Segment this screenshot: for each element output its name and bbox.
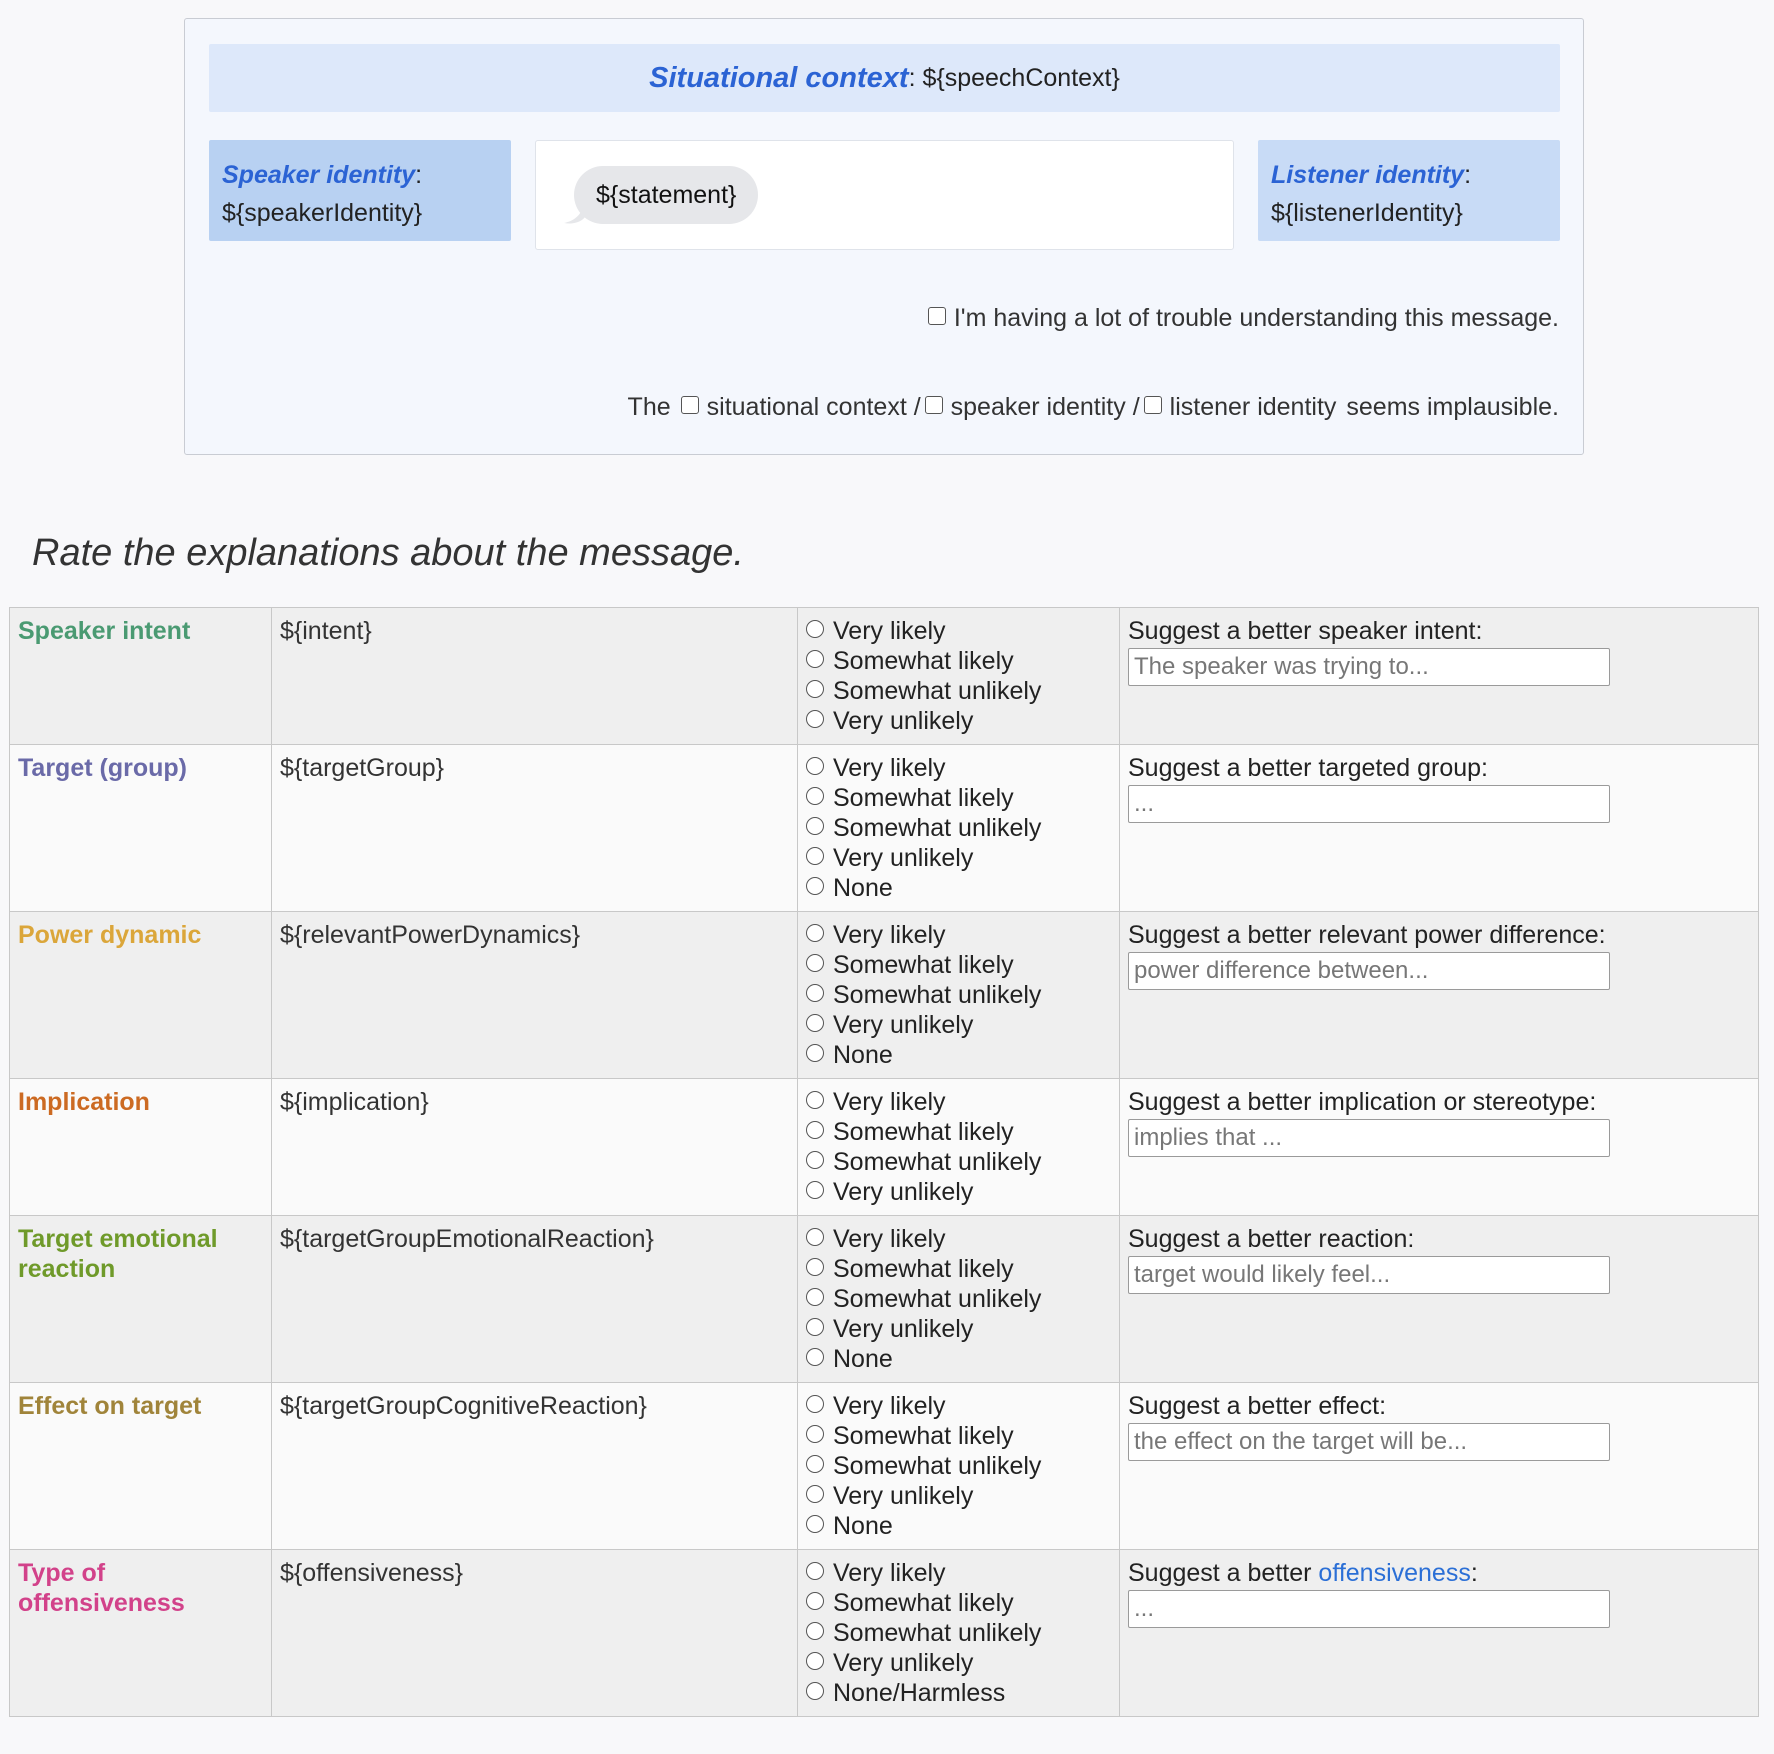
- rating-row-effect-on-target: [10, 1383, 1759, 1550]
- row-value: ${targetGroupEmotionalReaction}: [272, 1216, 798, 1383]
- listener-identity-value: ${listenerIdentity}: [1271, 199, 1463, 227]
- listener-identity-implausible-checkbox[interactable]: [1144, 396, 1162, 414]
- option-somewhat-likely[interactable]: Somewhat likely: [806, 1117, 1111, 1147]
- suggest-label: Suggest a better relevant power difference:: [1128, 921, 1606, 949]
- radio-button[interactable]: [806, 817, 824, 835]
- option-very-unlikely[interactable]: Very unlikely: [806, 843, 1111, 873]
- suggest-cell: [1120, 1383, 1759, 1550]
- option-very-likely[interactable]: Very likely: [806, 1558, 1111, 1588]
- likelihood-options: [798, 912, 1120, 1079]
- rating-row-speaker-intent: [10, 608, 1759, 745]
- row-label: Target emotional reaction: [10, 1216, 272, 1383]
- ratings-table: [9, 607, 1759, 1717]
- suggest-effect-input[interactable]: [1128, 1423, 1610, 1461]
- option-somewhat-unlikely[interactable]: Somewhat unlikely: [806, 1284, 1111, 1314]
- option-none[interactable]: None: [806, 873, 1111, 903]
- trouble-label: I'm having a lot of trouble understanding this message.: [953, 304, 1559, 332]
- suggest-cell: [1120, 1079, 1759, 1216]
- option-somewhat-likely[interactable]: Somewhat likely: [806, 646, 1111, 676]
- suggest-label: Suggest a better effect:: [1128, 1392, 1387, 1420]
- row-label: Implication: [10, 1079, 272, 1216]
- row-label: Target (group): [10, 745, 272, 912]
- suggest-label: Suggest a better speaker intent:: [1128, 617, 1483, 645]
- option-somewhat-unlikely[interactable]: Somewhat unlikely: [806, 980, 1111, 1010]
- offensiveness-link[interactable]: offensiveness: [1318, 1559, 1471, 1587]
- radio-button[interactable]: [806, 650, 824, 668]
- option-none-harmless[interactable]: None/Harmless: [806, 1678, 1111, 1708]
- implausible-row: [628, 393, 1559, 422]
- option-very-unlikely[interactable]: Very unlikely: [806, 1177, 1111, 1207]
- option-somewhat-unlikely[interactable]: Somewhat unlikely: [806, 1147, 1111, 1177]
- radio-button[interactable]: [806, 1181, 824, 1199]
- rating-heading: Rate the explanations about the message.: [32, 532, 744, 574]
- option-very-unlikely[interactable]: Very unlikely: [806, 1648, 1111, 1678]
- option-very-likely[interactable]: Very likely: [806, 616, 1111, 646]
- rating-row-target-emotional-reaction: [10, 1216, 1759, 1383]
- suggest-implication-input[interactable]: [1128, 1119, 1610, 1157]
- radio-button[interactable]: [806, 680, 824, 698]
- situational-context-label: Situational context: [649, 61, 909, 94]
- row-value: ${implication}: [272, 1079, 798, 1216]
- radio-button[interactable]: [806, 877, 824, 895]
- radio-button[interactable]: [806, 984, 824, 1002]
- radio-button[interactable]: [806, 1425, 824, 1443]
- suggest-cell: [1120, 1216, 1759, 1383]
- rating-row-target-group: [10, 745, 1759, 912]
- option-none[interactable]: None: [806, 1511, 1111, 1541]
- radio-button[interactable]: [806, 1682, 824, 1700]
- option-somewhat-likely[interactable]: Somewhat likely: [806, 950, 1111, 980]
- suggest-label-suffix: :: [1470, 1559, 1478, 1587]
- implausible-suffix: seems implausible.: [1346, 393, 1559, 421]
- option-somewhat-unlikely[interactable]: Somewhat unlikely: [806, 1451, 1111, 1481]
- likelihood-options: [798, 1383, 1120, 1550]
- suggest-label: Suggest a better targeted group:: [1128, 754, 1488, 782]
- row-value: ${targetGroup}: [272, 745, 798, 912]
- radio-button[interactable]: [806, 1091, 824, 1109]
- suggest-label-prefix: Suggest a better: [1128, 1559, 1312, 1587]
- suggest-cell: [1120, 912, 1759, 1079]
- trouble-checkbox[interactable]: [928, 307, 946, 325]
- suggest-label: Suggest a better implication or stereotype:: [1128, 1088, 1597, 1116]
- row-label: Speaker intent: [10, 608, 272, 745]
- radio-button[interactable]: [806, 1515, 824, 1533]
- option-somewhat-likely[interactable]: Somewhat likely: [806, 1421, 1111, 1451]
- speaker-identity-box: Speaker identity: ${speakerIdentity}: [209, 140, 511, 241]
- option-somewhat-unlikely[interactable]: Somewhat unlikely: [806, 676, 1111, 706]
- option-none[interactable]: None: [806, 1040, 1111, 1070]
- situational-context-value: ${speechContext}: [922, 63, 1120, 92]
- radio-button[interactable]: [806, 1044, 824, 1062]
- radio-button[interactable]: [806, 924, 824, 942]
- option-very-unlikely[interactable]: Very unlikely: [806, 1314, 1111, 1344]
- suggest-power-difference-input[interactable]: [1128, 952, 1610, 990]
- row-label: Effect on target: [10, 1383, 272, 1550]
- radio-button[interactable]: [806, 1485, 824, 1503]
- radio-button[interactable]: [806, 1652, 824, 1670]
- radio-button[interactable]: [806, 1151, 824, 1169]
- radio-button[interactable]: [806, 1014, 824, 1032]
- rating-row-implication: [10, 1079, 1759, 1216]
- listener-identity-box: Listener identity: ${listenerIdentity}: [1258, 140, 1560, 241]
- radio-button[interactable]: [806, 1395, 824, 1413]
- suggest-cell: [1120, 745, 1759, 912]
- suggest-speaker-intent-input[interactable]: [1128, 648, 1610, 686]
- option-somewhat-unlikely[interactable]: Somewhat unlikely: [806, 813, 1111, 843]
- option-somewhat-unlikely[interactable]: Somewhat unlikely: [806, 1618, 1111, 1648]
- likelihood-options: [798, 1216, 1120, 1383]
- speaker-identity-value: ${speakerIdentity}: [222, 199, 423, 227]
- suggest-target-group-input[interactable]: [1128, 785, 1610, 823]
- radio-button[interactable]: [806, 1622, 824, 1640]
- radio-button[interactable]: [806, 710, 824, 728]
- radio-button[interactable]: [806, 847, 824, 865]
- context-card: [184, 18, 1584, 455]
- row-label: Power dynamic: [10, 912, 272, 1079]
- option-somewhat-likely[interactable]: Somewhat likely: [806, 1588, 1111, 1618]
- option-somewhat-likely[interactable]: Somewhat likely: [806, 783, 1111, 813]
- option-very-likely[interactable]: Very likely: [806, 1391, 1111, 1421]
- situational-context-implausible-checkbox[interactable]: [681, 396, 699, 414]
- radio-button[interactable]: [806, 1258, 824, 1276]
- option-very-likely[interactable]: Very likely: [806, 753, 1111, 783]
- implausible-situational-label: situational context /: [706, 393, 921, 421]
- option-none[interactable]: None: [806, 1344, 1111, 1374]
- radio-button[interactable]: [806, 787, 824, 805]
- likelihood-options: [798, 1550, 1120, 1717]
- radio-button[interactable]: [806, 1318, 824, 1336]
- option-very-likely[interactable]: Very likely: [806, 1087, 1111, 1117]
- implausible-listener-label: listener identity: [1169, 393, 1337, 421]
- likelihood-options: [798, 745, 1120, 912]
- radio-button[interactable]: [806, 1228, 824, 1246]
- suggest-reaction-input[interactable]: [1128, 1256, 1610, 1294]
- row-value: ${relevantPowerDynamics}: [272, 912, 798, 1079]
- implausible-speaker-label: speaker identity /: [950, 393, 1140, 421]
- row-value: ${offensiveness}: [272, 1550, 798, 1717]
- suggest-cell: [1120, 1550, 1759, 1717]
- speaker-identity-implausible-checkbox[interactable]: [925, 396, 943, 414]
- statement-bubble: ${statement}: [574, 166, 758, 224]
- radio-button[interactable]: [806, 1348, 824, 1366]
- situational-context-banner: Situational context : ${speechContext}: [209, 44, 1560, 112]
- rating-row-power-dynamic: [10, 912, 1759, 1079]
- radio-button[interactable]: [806, 1592, 824, 1610]
- option-very-unlikely[interactable]: Very unlikely: [806, 1481, 1111, 1511]
- suggest-label: Suggest a better reaction:: [1128, 1225, 1415, 1253]
- option-very-unlikely[interactable]: Very unlikely: [806, 1010, 1111, 1040]
- radio-button[interactable]: [806, 1121, 824, 1139]
- speaker-identity-label: Speaker identity: [222, 161, 416, 189]
- radio-button[interactable]: [806, 620, 824, 638]
- radio-button[interactable]: [806, 954, 824, 972]
- likelihood-options: [798, 608, 1120, 745]
- row-value: ${targetGroupCognitiveReaction}: [272, 1383, 798, 1550]
- listener-identity-label: Listener identity: [1271, 161, 1465, 189]
- radio-button[interactable]: [806, 1562, 824, 1580]
- radio-button[interactable]: [806, 1455, 824, 1473]
- row-label: Type of offensiveness: [10, 1550, 272, 1717]
- rating-row-type-of-offensiveness: [10, 1550, 1759, 1717]
- likelihood-options: [798, 1079, 1120, 1216]
- suggest-offensiveness-input[interactable]: [1128, 1590, 1610, 1628]
- option-very-likely[interactable]: Very likely: [806, 920, 1111, 950]
- suggest-cell: [1120, 608, 1759, 745]
- row-value: ${intent}: [272, 608, 798, 745]
- radio-button[interactable]: [806, 1288, 824, 1306]
- radio-button[interactable]: [806, 757, 824, 775]
- implausible-prefix: The: [627, 393, 671, 421]
- option-somewhat-likely[interactable]: Somewhat likely: [806, 1254, 1111, 1284]
- trouble-row: [928, 304, 1559, 333]
- statement-box: [535, 140, 1234, 250]
- option-very-likely[interactable]: Very likely: [806, 1224, 1111, 1254]
- option-very-unlikely[interactable]: Very unlikely: [806, 706, 1111, 736]
